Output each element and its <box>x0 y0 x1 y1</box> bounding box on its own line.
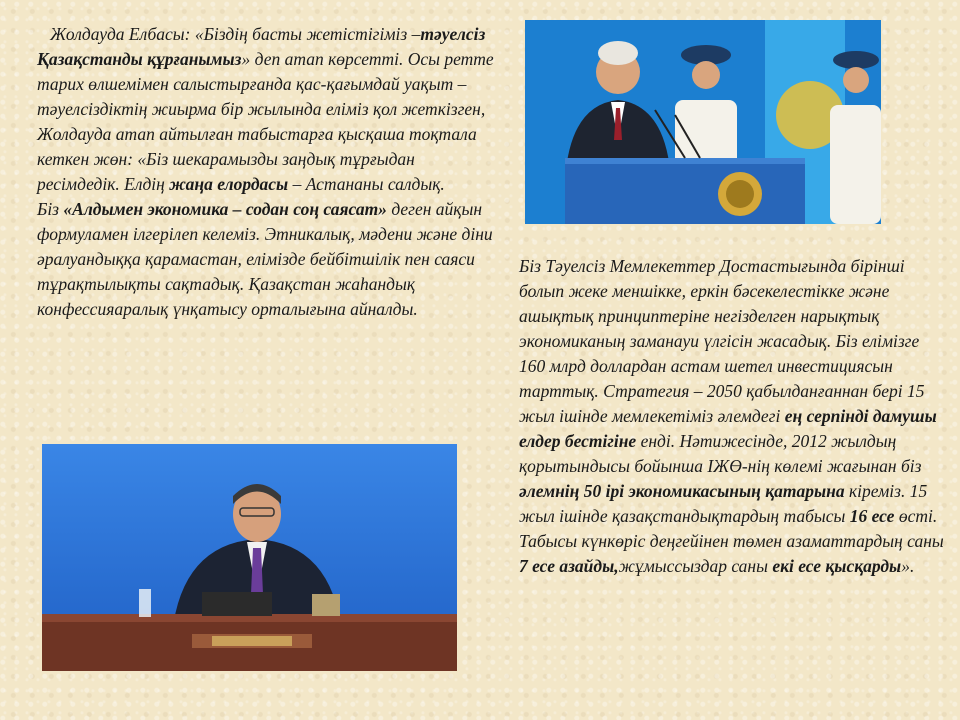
right-text-bold: 16 есе <box>849 506 895 526</box>
right-text-block <box>519 254 949 579</box>
left-paragraph-1 <box>37 24 494 194</box>
right-text-bold: екі есе қысқарды <box>772 556 902 576</box>
desk-photo-illustration <box>42 444 457 671</box>
left-text-run: Біз <box>37 199 64 219</box>
left-text-run: Жолдауда Елбасы: «Біздің басты жетістігіміз – <box>50 24 421 44</box>
left-paragraph-2 <box>37 199 493 319</box>
photo-president-desk <box>42 444 457 671</box>
right-text-bold: әлемнің 50 ірі экономикасының қатарына <box>519 481 845 501</box>
left-text-bold: жаңа елордасы <box>169 174 289 194</box>
left-text-bold: «Алдымен экономика – содан соң саясат» <box>63 199 387 219</box>
left-text-run: деген айқын формуламен ілгерілеп келеміз. Этникалық, мәдени және діни әралуандыққа қарамастан, елімізде бейбітшілік пен саяси тұрақтылықты сақтадық. Қазақстан жаһандық конфессияаралық үнқатысу орталығына айналды. <box>37 199 493 319</box>
left-text-bold: тәуелсіз Қазақстанды құрғанымыз <box>37 24 486 69</box>
right-text-bold: ең серпінді дамушы елдер бестігіне <box>519 406 937 451</box>
right-text-run: ». <box>901 556 915 576</box>
right-text-run: Біз Тәуелсіз Мемлекеттер Достастығында бірінші болып жеке меншікке, еркін бәсекелестікке және ашықтық принциптеріне негізделген нарықтық экономиканың заманауи үлгісін жасадық. Біз елімізге 160 млрд доллардан астам шетел инвестициясын тарттық. Стратегия – 2050 қабылданғаннан бері 15 жыл ішінде мемлекетіміз әлемдегі <box>519 256 925 426</box>
right-text-run: кіреміз. 15 жыл ішінде қазақстандықтардың табысы <box>519 481 928 526</box>
podium-photo-illustration <box>525 20 881 224</box>
left-text-run: » деп атап көрсетті. Осы ретте тарих өлшемімен салыстырғанда қас-қағымдай уақыт – тәуелсіздіктің жиырма бір жылында еліміз қол жеткізген, Жолдауда атап айтылған табыстарға қысқаша тоқтала кеткен жөн: «Біз шекарамызды заңдық тұрғыдан ресімдедік. Елдің <box>37 49 494 194</box>
right-text-run: енді. Нәтижесінде, 2012 жылдың қорытындысы бойынша ІЖӨ-нің көлемі жағынан біз <box>519 431 922 476</box>
photo-president-podium <box>525 20 881 224</box>
right-text-bold: 7 есе азайды, <box>519 556 619 576</box>
right-text-run: жұмыссыздар саны <box>618 556 773 576</box>
left-text-block <box>37 22 499 322</box>
right-text-run: өсті. Табысы күнкөріс деңгейінен төмен азаматтардың саны <box>519 506 944 551</box>
left-text-run: – Астананы салдық. <box>288 174 445 194</box>
